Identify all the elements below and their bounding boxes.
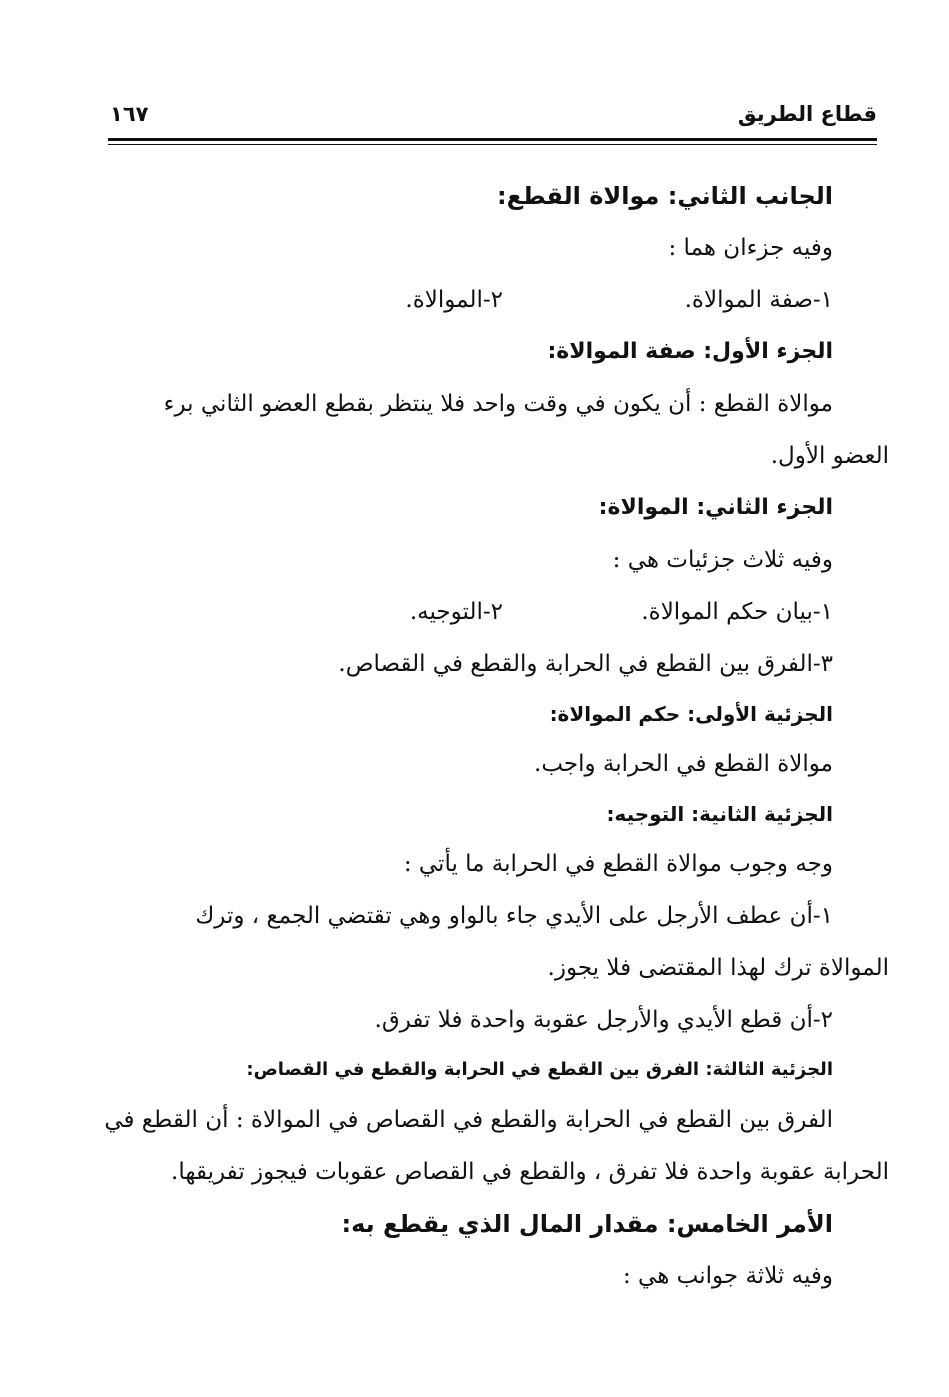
paragraph: وفيه ثلاثة جوانب هي : bbox=[623, 1263, 833, 1289]
running-title: قطاع الطريق bbox=[737, 102, 877, 126]
list-item: ٢-التوجيه. bbox=[409, 599, 503, 625]
subsection-heading: الجزئية الثالثة: الفرق بين القطع في الحرابة والقطع في القصاص: bbox=[246, 1059, 833, 1080]
paragraph: ٢-أن قطع الأيدي والأرجل عقوبة واحدة فلا تفرق. bbox=[374, 1007, 833, 1033]
list-item: ١-بيان حكم الموالاة. bbox=[641, 599, 833, 625]
list-item: ١-صفة الموالاة. bbox=[684, 287, 833, 313]
subsection-heading: الجزئية الأولى: حكم الموالاة: bbox=[549, 702, 833, 726]
paragraph-line: الحرابة عقوبة واحدة فلا تفرق ، والقطع في القصاص عقوبات فيجوز تفريقها. bbox=[171, 1159, 889, 1185]
paragraph-line: الفرق بين القطع في الحرابة والقطع في القصاص في الموالاة : أن القطع في bbox=[104, 1107, 833, 1133]
subsection-heading: الجزء الثاني: الموالاة: bbox=[598, 495, 833, 520]
paragraph: وفيه جزءان هما : bbox=[668, 235, 833, 261]
page-header bbox=[110, 102, 877, 132]
list-row bbox=[106, 274, 865, 326]
paragraph: موالاة القطع في الحرابة واجب. bbox=[534, 751, 833, 777]
paragraph-line: ١-أن عطف الأرجل على الأيدي جاء بالواو وهي تقتضي الجمع ، وترك bbox=[195, 903, 833, 929]
list-row bbox=[106, 586, 865, 638]
paragraph: وفيه ثلاث جزئيات هي : bbox=[612, 547, 833, 573]
list-item: ٢-الموالاة. bbox=[405, 287, 503, 313]
page-number: ١٦٧ bbox=[110, 102, 149, 126]
paragraph-line: الموالاة ترك لهذا المقتضى فلا يجوز. bbox=[547, 955, 889, 981]
section-heading: الجانب الثاني: موالاة القطع: bbox=[496, 182, 833, 210]
section-heading: الأمر الخامس: مقدار المال الذي يقطع به: bbox=[341, 1210, 833, 1238]
subsection-heading: الجزئية الثانية: التوجيه: bbox=[606, 802, 833, 826]
list-item: ٣-الفرق بين القطع في الحرابة والقطع في القصاص. bbox=[338, 651, 833, 677]
paragraph-line: العضو الأول. bbox=[770, 443, 889, 469]
paragraph: وجه وجوب موالاة القطع في الحرابة ما يأتي : bbox=[403, 851, 833, 877]
paragraph-line: موالاة القطع : أن يكون في وقت واحد فلا ينتظر بقطع العضو الثاني برء bbox=[163, 391, 833, 417]
page-body bbox=[104, 170, 889, 1302]
header-rule bbox=[108, 138, 877, 145]
subsection-heading: الجزء الأول: صفة الموالاة: bbox=[547, 339, 833, 364]
